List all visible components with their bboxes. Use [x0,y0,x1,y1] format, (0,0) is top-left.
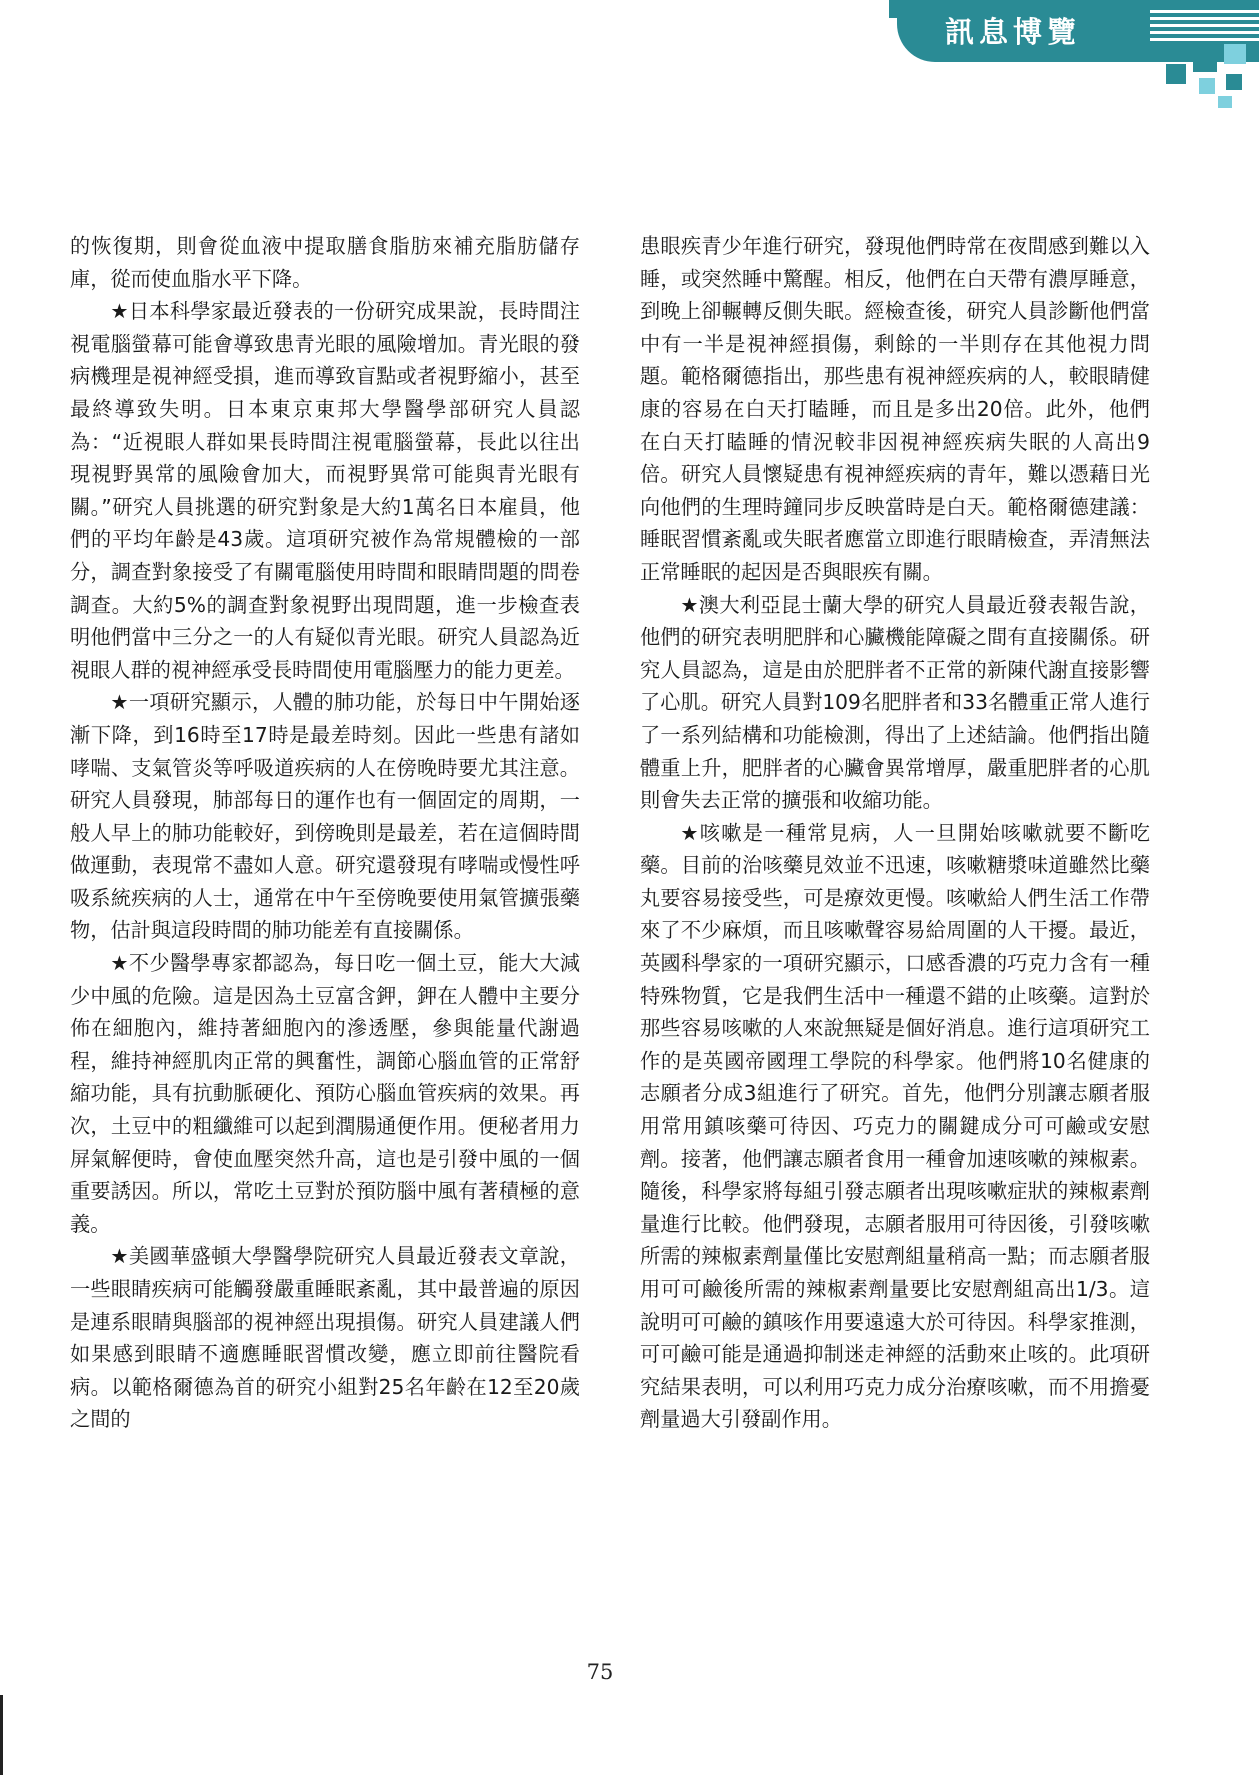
decor-square [1199,78,1215,94]
article-paragraph: ★不少醫學專家都認為，每日吃一個土豆，能大大減少中風的危險。這是因為土豆富含鉀，鉀在人體中主要分佈在細胞內，維持著細胞內的滲透壓，參與能量代謝過程，維持神經肌肉正常的興奮性，調節心腦血管的正常舒縮功能，具有抗動脈硬化、預防心腦血管疾病的效果。再次，土豆中的粗纖維可以起到潤腸通便作用。便秘者用力屏氣解便時，會使血壓突然升高，這也是引發中風的一個重要誘因。所以，常吃土豆對於預防腦中風有著積極的意義。 [70,951,580,1236]
decor-square [1166,64,1186,84]
article-paragraph: ★一項研究顯示，人體的肺功能，於每日中午開始逐漸下降，到16時至17時是最差時刻。因此一些患有諸如哮喘、支氣管炎等呼吸道疾病的人在傍晚時要尤其注意。研究人員發現，肺部每日的運作也有一個固定的周期，一般人早上的肺功能較好，到傍晚則是最差，若在這個時間做運動，表現常不盡如人意。研究還發現有哮喘或慢性呼吸系統疾病的人士，通常在中午至傍晚要使用氣管擴張藥物，估計與這段時間的肺功能差有直接關係。 [70,690,580,943]
article-paragraph: ★日本科學家最近發表的一份研究成果說，長時間注視電腦螢幕可能會導致患青光眼的風險增加。青光眼的發病機理是視神經受損，進而導致盲點或者視野縮小，甚至最終導致失明。日本東京東邦大學醫學部研究人員認為：“近視眼人群如果長時間注視電腦螢幕，長此以往出現視野異常的風險會加大，而視野異常可能與青光眼有關。”研究人員挑選的研究對象是大約1萬名日本雇員，他們的平均年齡是43歲。這項研究被作為常規體檢的一部分，調查對象接受了有關電腦使用時間和眼睛問題的問卷調查。大約5%的調查對象視野出現問題，進一步檢查表明他們當中三分之一的人有疑似青光眼。研究人員認為近視眼人群的視神經承受長時間使用電腦壓力的能力更差。 [70,299,580,682]
decor-square [1224,44,1246,64]
section-title: 訊息博覽 [945,15,1082,49]
header-stripes-decoration [1150,10,1259,45]
scan-edge-mark [0,1695,3,1775]
right-column [640,230,1150,1436]
left-column [70,230,580,1436]
page-number: 75 [586,1660,614,1684]
decor-square [1226,74,1242,90]
decor-square [1193,50,1217,72]
article-paragraph: ★美國華盛頓大學醫學院研究人員最近發表文章說，一些眼睛疾病可能觸發嚴重睡眠紊亂，其中最普遍的原因是連系眼睛與腦部的視神經出現損傷。研究人員建議人們如果感到眼睛不適應睡眠習慣改變，應立即前往醫院看病。以範格爾德為首的研究小組對25名年齡在12至20歲之間的 [70,1244,580,1432]
article-paragraph: ★咳嗽是一種常見病，人一旦開始咳嗽就要不斷吃藥。目前的治咳藥見效並不迅速，咳嗽糖漿味道雖然比藥丸要容易接受些，可是療效更慢。咳嗽給人們生活工作帶來了不少麻煩，而且咳嗽聲容易給周圍的人干擾。最近，英國科學家的一項研究顯示，口感香濃的巧克力含有一種特殊物質，它是我們生活中一種還不錯的止咳藥。這對於那些容易咳嗽的人來說無疑是個好消息。進行這項研究工作的是英國帝國理工學院的科學家。他們將10名健康的志願者分成3組進行了研究。首先，他們分別讓志願者服用常用鎮咳藥可待因、巧克力的關鍵成分可可鹼或安慰劑。接著，他們讓志願者食用一種會加速咳嗽的辣椒素。隨後，科學家將每組引發志願者出現咳嗽症狀的辣椒素劑量進行比較。他們發現，志願者服用可待因後，引發咳嗽所需的辣椒素劑量僅比安慰劑組量稍高一點；而志願者服用可可鹼後所需的辣椒素劑量要比安慰劑組高出1/3。這說明可可鹼的鎮咳作用要遠遠大於可待因。科學家推測，可可鹼可能是通過抑制迷走神經的活動來止咳的。此項研究結果表明，可以利用巧克力成分治療咳嗽，而不用擔憂劑量過大引發副作用。 [640,820,1150,1432]
article-paragraph: 的恢復期，則會從血液中提取膳食脂肪來補充脂肪儲存庫，從而使血脂水平下降。 [70,234,580,291]
article-paragraph: 患眼疾青少年進行研究，發現他們時常在夜間感到難以入睡，或突然睡中驚醒。相反，他們在白天帶有濃厚睡意，到晚上卻輾轉反側失眠。經檢查後，研究人員診斷他們當中有一半是視神經損傷，剩餘的一半則存在其他視力問題。範格爾德指出，那些患有視神經疾病的人，較眼睛健康的容易在白天打瞌睡，而且是多出20倍。此外，他們在白天打瞌睡的情況較非因視神經疾病失眠的人高出9倍。研究人員懷疑患有視神經疾病的青年，難以憑藉日光向他們的生理時鐘同步反映當時是白天。範格爾德建議：睡眠習慣紊亂或失眠者應當立即進行眼睛檢查，弄清無法正常睡眠的起因是否與眼疾有關。 [640,234,1150,584]
article-paragraph: ★澳大利亞昆士蘭大學的研究人員最近發表報告說，他們的研究表明肥胖和心臟機能障礙之間有直接關係。研究人員認為，這是由於肥胖者不正常的新陳代謝直接影響了心肌。研究人員對109名肥胖者和33名體重正常人進行了一系列結構和功能檢測，得出了上述結論。他們指出隨體重上升，肥胖者的心臟會異常增厚，嚴重肥胖者的心肌則會失去正常的擴張和收縮功能。 [640,592,1150,813]
decor-square [1218,96,1232,108]
